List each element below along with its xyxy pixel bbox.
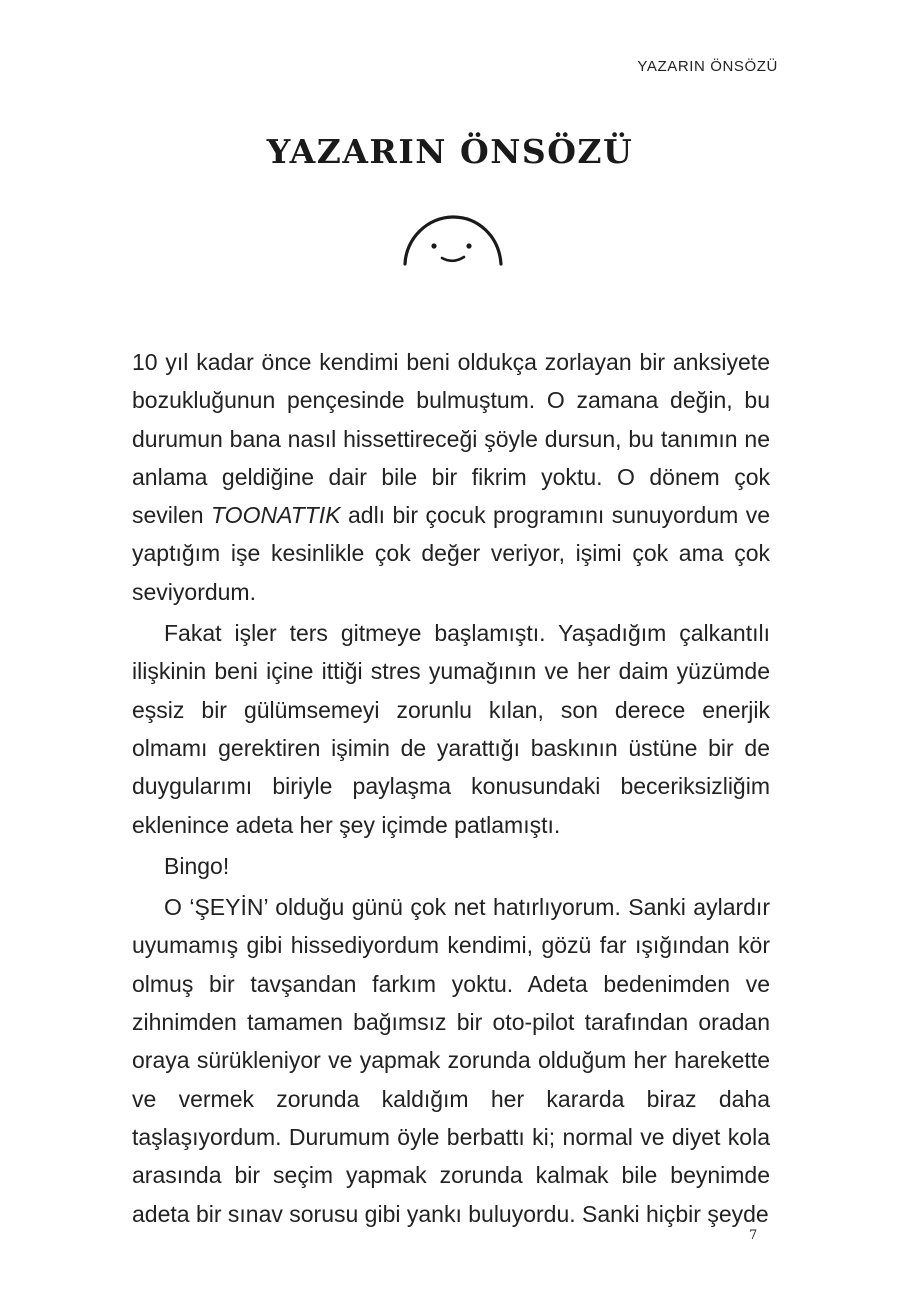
paragraph: 10 yıl kadar önce kendimi beni oldukça zorlayan bir anksiyete bozukluğunun pençesinde bulmuştum. O zamana değin, bu durumun bana nasıl hissettireceği şöyle dursun, bu tanımın ne anlama geldiğine dair bile bir fikrim yoktu. O dönem çok sevilen TOONATTIK adlı bir çocuk programını sunuyordum ve yaptığım işe kesinlikle çok değer veriyor, işimi çok ama çok seviyordum.: [132, 349, 770, 605]
paragraph: Bingo!: [164, 852, 230, 879]
running-header: YAZARIN ÖNSÖZÜ: [637, 58, 778, 75]
paragraph: Fakat işler ters gitmeye başlamıştı. Yaşadığım çalkantılı ilişkinin beni içine ittiği stres yumağının ve her daim yüzümde eşsiz bir gülümsemeyi zorunlu kılan, son derece enerjik olmamı gerektiren işimin de yarattığı baskının üstüne bir de duygularımı biriyle paylaşma konusundaki beceriksizliğim eklenince adeta her şey içimde patlamıştı.: [132, 620, 770, 838]
smiley-face-icon: [400, 208, 506, 272]
body-text: [132, 343, 770, 1233]
chapter-title: YAZARIN ÖNSÖZÜ: [266, 132, 634, 172]
page-number: 7: [749, 1228, 758, 1243]
paragraph: O ‘ŞEYİN’ olduğu günü çok net hatırlıyorum. Sanki aylardır uyumamış gibi hissediyordum kendimi, gözü far ışığından kör olmuş bir tavşandan farkım yoktu. Adeta bedenimden ve zihnimden tamamen bağımsız bir oto-pilot tarafından oradan oraya sürükleniyor ve yapmak zorunda olduğum her harekette ve vermek zorunda kaldığım her kararda biraz daha taşlaşıyordum. Durumum öyle berbattı ki; normal ve diyet kola arasında bir seçim yapmak zorunda kalmak bile beynimde adeta bir sınav sorusu gibi yankı buluyordu. Sanki hiçbir şeyde: [132, 894, 770, 1227]
show-title: TOONATTIK: [211, 502, 341, 529]
